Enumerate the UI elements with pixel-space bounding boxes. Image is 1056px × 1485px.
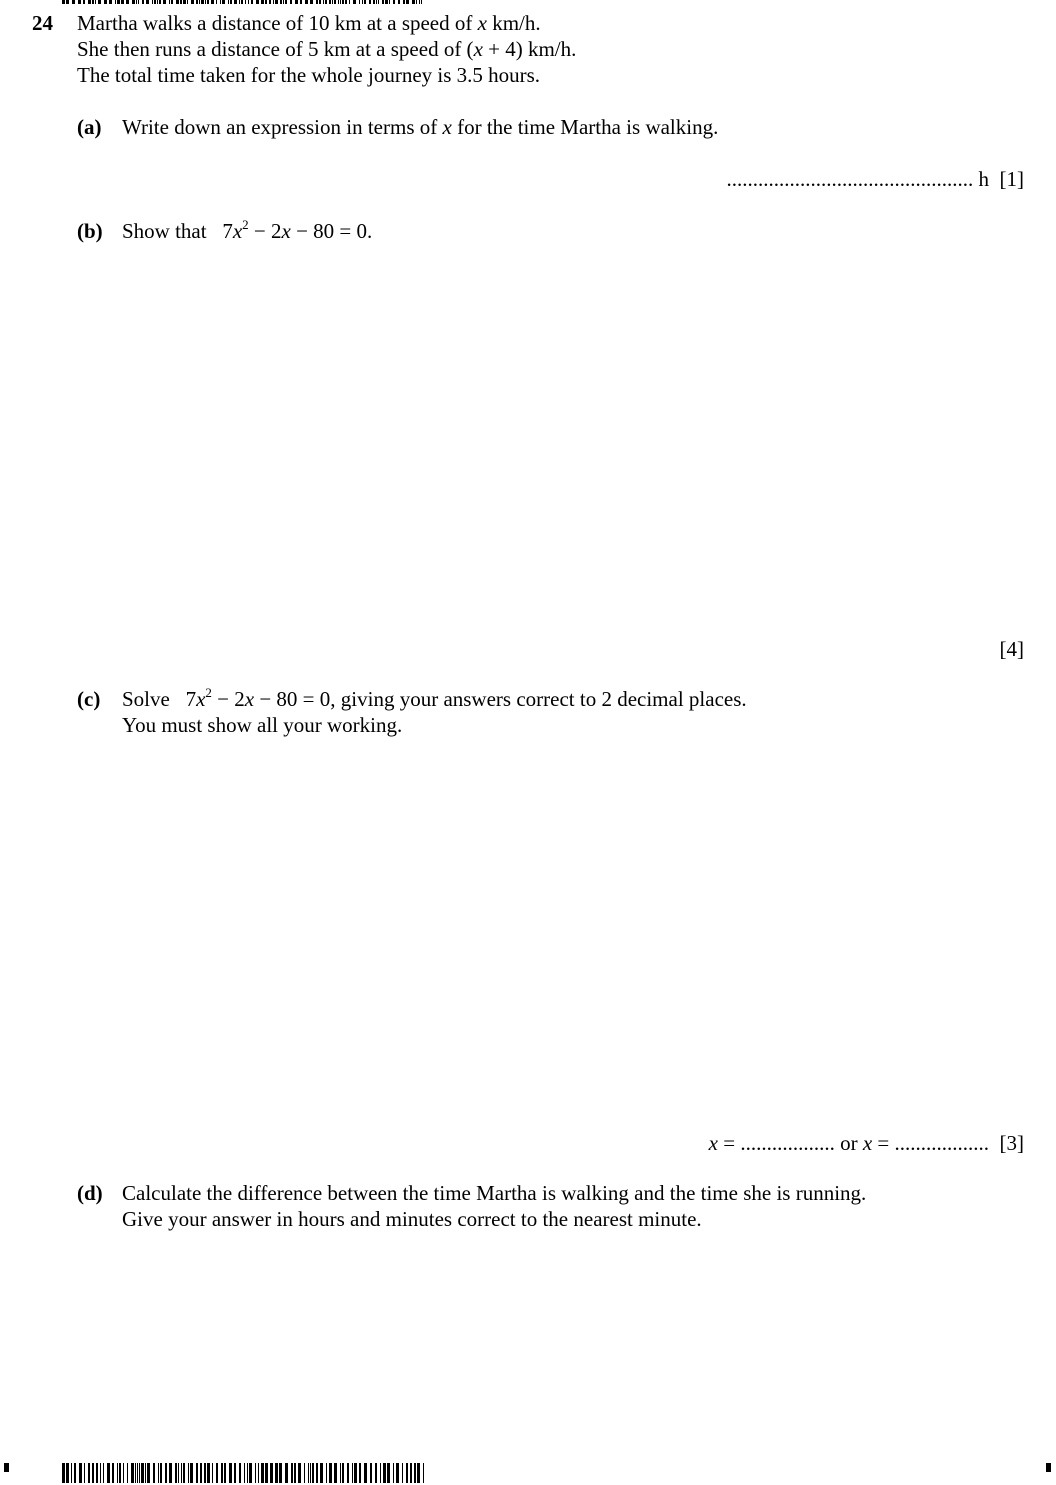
barcode-bar (295, 0, 298, 4)
barcode-bar (216, 0, 217, 4)
barcode-bar (169, 1463, 172, 1483)
part-c-equation (186, 687, 331, 711)
barcode-bar (92, 0, 94, 4)
barcode-bar (340, 0, 341, 4)
barcode-bar (207, 0, 209, 4)
barcode-bar (137, 1463, 138, 1483)
barcode-bar (72, 0, 75, 4)
left-registration-mark (4, 1463, 9, 1472)
part-c-line-2: You must show all your working. (122, 713, 403, 737)
barcode-bar (398, 0, 400, 4)
barcode-bar (212, 1463, 213, 1483)
part-c-answer-or: or (834, 1131, 863, 1155)
barcode-bar (234, 0, 237, 4)
part-d-line-2: Give your answer in hours and minutes correct to the nearest minute. (122, 1207, 702, 1231)
barcode-bar (265, 1463, 268, 1483)
part-c-answer-eq1: = (717, 1131, 741, 1155)
part-a-answer-line[interactable] (727, 166, 1025, 192)
barcode-bar (207, 1463, 210, 1483)
barcode-bar (74, 1463, 76, 1483)
part-c-text-post: , giving your answers correct to 2 decimal places. (330, 687, 747, 711)
barcode-bar (251, 0, 253, 4)
barcode-bar (183, 0, 186, 4)
barcode-bar (406, 0, 409, 4)
barcode-bar (115, 0, 116, 4)
barcode-bar (239, 0, 240, 4)
part-c-marks: [3] (999, 1131, 1024, 1155)
barcode-bar (403, 0, 405, 4)
barcode-bar (100, 1463, 101, 1483)
part-c-eq-exp: 2 (205, 685, 212, 700)
part-c-eq-var2: x (244, 687, 255, 711)
barcode-bar (383, 1463, 386, 1483)
part-a-text-post: for the time Martha is walking. (451, 115, 719, 139)
barcode-bar (393, 1463, 394, 1483)
part-b-eq-var2: x (281, 219, 291, 243)
barcode-bar (136, 0, 137, 4)
barcode-bar (353, 0, 356, 4)
part-a-answer-unit: h (978, 167, 989, 191)
barcode-bar (196, 0, 198, 4)
footer-barcode (62, 1463, 424, 1483)
barcode-bar (216, 1463, 218, 1483)
barcode-bar (316, 0, 318, 4)
barcode-bar (245, 0, 246, 4)
barcode-bar (319, 0, 321, 4)
barcode-bar (139, 1463, 140, 1483)
barcode-bar (145, 1463, 146, 1483)
barcode-bar (79, 1463, 82, 1483)
barcode-bar (62, 1463, 65, 1483)
barcode-bar (171, 0, 173, 4)
barcode-bar (92, 1463, 94, 1483)
barcode-bar (334, 1463, 337, 1483)
barcode-bar (95, 0, 96, 4)
intro-line-2-var: x (473, 37, 483, 61)
barcode-bar (329, 1463, 332, 1483)
barcode-bar (256, 0, 259, 4)
barcode-bar (181, 1463, 182, 1483)
part-c-answer-dots2[interactable]: .................. (894, 1131, 989, 1155)
barcode-bar (347, 1463, 349, 1483)
barcode-bar (334, 0, 336, 4)
barcode-bar (131, 1463, 134, 1483)
part-c-eq-coef: 7 (185, 687, 197, 711)
barcode-bar (190, 1463, 193, 1483)
barcode-bar (393, 0, 395, 4)
part-b-equation (222, 219, 372, 243)
barcode-bar (211, 0, 214, 4)
barcode-bar (320, 1463, 323, 1483)
part-c-answer-line[interactable] (709, 1130, 1024, 1156)
part-b-eq-var: x (232, 219, 243, 243)
barcode-bar (349, 0, 350, 4)
part-a-text (122, 114, 718, 140)
barcode-bar (416, 0, 417, 4)
part-a-answer-dots[interactable]: ............................................... (726, 167, 974, 191)
question-number: 24 (32, 11, 53, 35)
barcode-bar (159, 0, 161, 4)
barcode-bar (66, 0, 69, 4)
barcode-bar (376, 0, 377, 4)
barcode-bar (135, 1463, 136, 1483)
barcode-bar (406, 1463, 408, 1483)
barcode-bar (275, 1463, 278, 1483)
intro-line-1-pre: Martha walks a distance of 10 km at a speed of (77, 11, 478, 35)
intro-line-1-post: km/h. (486, 11, 541, 35)
part-a-text-pre: Write down an expression in terms of (122, 115, 443, 139)
part-a-label: (a) (77, 115, 102, 139)
barcode-bar (248, 0, 249, 4)
barcode-bar (117, 0, 120, 4)
barcode-bar (410, 1463, 412, 1483)
part-b-eq-mid: − 2 (248, 219, 282, 243)
barcode-bar (96, 1463, 98, 1483)
barcode-bar (103, 1463, 104, 1483)
barcode-bar (176, 0, 179, 4)
barcode-bar (160, 1463, 162, 1483)
part-c-answer-dots1[interactable]: .................. (740, 1131, 835, 1155)
barcode-bar (199, 0, 200, 4)
intro-line-3 (77, 62, 540, 88)
barcode-bar (112, 1463, 114, 1483)
part-a-var: x (442, 115, 452, 139)
barcode-bar (273, 0, 274, 4)
barcode-bar (421, 0, 422, 4)
barcode-bar (362, 0, 363, 4)
barcode-bar (222, 0, 225, 4)
barcode-bar (308, 1463, 309, 1483)
barcode-bar (123, 1463, 124, 1483)
barcode-bar (329, 0, 331, 4)
barcode-bar (88, 0, 91, 4)
barcode-bar (378, 0, 379, 4)
barcode-bar (373, 0, 375, 4)
barcode-bar (196, 1463, 198, 1483)
part-d-label: (d) (77, 1181, 103, 1205)
barcode-bar (201, 0, 204, 4)
barcode-bar (175, 1463, 177, 1483)
barcode-bar (389, 0, 390, 4)
barcode-bar (265, 0, 267, 4)
barcode-bar (187, 0, 188, 4)
barcode-bar (332, 0, 333, 4)
intro-line-3-text: The total time taken for the whole journey is 3.5 hours. (77, 63, 541, 87)
barcode-bar (417, 1463, 420, 1483)
barcode-bar (204, 1463, 206, 1483)
part-c-text (122, 686, 747, 715)
barcode-bar (387, 1463, 390, 1483)
barcode-bar (121, 0, 124, 4)
barcode-bar (354, 1463, 357, 1483)
barcode-bar (228, 0, 229, 4)
barcode-bar (132, 0, 135, 4)
barcode-bar (200, 1463, 202, 1483)
barcode-bar (83, 0, 85, 4)
part-a-marks: [1] (999, 167, 1024, 191)
barcode-bar (255, 1463, 256, 1483)
barcode-bar (323, 0, 324, 4)
barcode-bar (119, 1463, 121, 1483)
barcode-bar (375, 1463, 377, 1483)
part-b-eq-end: − 80 = 0. (290, 219, 373, 243)
barcode-bar (359, 1463, 361, 1483)
barcode-bar (98, 0, 101, 4)
barcode-bar (275, 0, 278, 4)
barcode-bar (154, 0, 156, 4)
barcode-bar (310, 0, 313, 4)
barcode-bar (71, 1463, 72, 1483)
part-d-line-1: Calculate the difference between the time Martha is walking and the time she is running. (122, 1181, 867, 1205)
barcode-bar (261, 1463, 264, 1483)
barcode-bar (402, 1463, 403, 1483)
barcode-bar (62, 0, 65, 4)
right-registration-mark (1046, 1463, 1051, 1472)
barcode-bar (414, 1463, 416, 1483)
barcode-bar (261, 0, 264, 4)
part-c-working-area[interactable] (122, 750, 1022, 1120)
barcode-bar (269, 0, 271, 4)
barcode-bar (147, 1463, 150, 1483)
barcode-bar (249, 1463, 252, 1483)
part-c-answer-eq2: = (872, 1131, 895, 1155)
barcode-bar (258, 1463, 259, 1483)
barcode-bar (352, 1463, 353, 1483)
barcode-bar (316, 1463, 318, 1483)
barcode-bar (153, 1463, 155, 1483)
barcode-bar (396, 1463, 399, 1483)
part-c-solve: Solve (122, 687, 170, 711)
barcode-bar (280, 0, 282, 4)
barcode-bar (229, 1463, 232, 1483)
barcode-bar (364, 1463, 367, 1483)
intro-line-2 (77, 36, 576, 62)
intro-line-1 (77, 10, 541, 36)
barcode-bar (84, 1463, 85, 1483)
barcode-bar (325, 0, 327, 4)
part-c-answer-var1: x (708, 1131, 718, 1155)
barcode-bar (285, 1463, 288, 1483)
barcode-bar (66, 1463, 69, 1483)
part-b-label: (b) (77, 219, 103, 243)
barcode-bar (298, 1463, 301, 1483)
part-b-marks: [4] (999, 637, 1024, 661)
part-d-working-area[interactable] (122, 1244, 1022, 1434)
barcode-bar (178, 1463, 179, 1483)
barcode-bar (152, 0, 153, 4)
barcode-bar (283, 0, 284, 4)
barcode-bar (138, 0, 139, 4)
top-barcode (62, 0, 424, 4)
barcode-bar (230, 0, 232, 4)
barcode-bar (310, 1463, 311, 1483)
barcode-bar (221, 1463, 223, 1483)
barcode-bar (169, 0, 170, 4)
barcode-bar (290, 0, 292, 4)
intro-line-1-var: x (477, 11, 487, 35)
part-b-text (122, 218, 372, 247)
barcode-bar (104, 0, 107, 4)
barcode-bar (294, 1463, 296, 1483)
barcode-bar (188, 1463, 189, 1483)
barcode-bar (370, 1463, 372, 1483)
part-c-eq-var: x (196, 687, 206, 711)
part-b-eq-exp: 2 (242, 217, 249, 232)
barcode-bar (338, 0, 339, 4)
barcode-bar (191, 0, 194, 4)
barcode-bar (291, 1463, 293, 1483)
intro-line-2-pre: She then runs a distance of 5 km at a speed of ( (77, 37, 474, 61)
barcode-bar (127, 1463, 128, 1483)
part-c-answer-var2: x (862, 1131, 873, 1155)
barcode-bar (109, 0, 112, 4)
barcode-bar (345, 0, 347, 4)
part-b-working-area[interactable] (122, 260, 1022, 630)
barcode-bar (117, 1463, 118, 1483)
barcode-bar (158, 1463, 159, 1483)
barcode-bar (326, 1463, 327, 1483)
barcode-bar (285, 0, 287, 4)
barcode-bar (419, 0, 420, 4)
barcode-bar (380, 1463, 381, 1483)
barcode-bar (342, 1463, 344, 1483)
barcode-bar (342, 0, 344, 4)
part-b-show-that: Show that (122, 219, 207, 243)
part-c-label: (c) (77, 687, 101, 711)
barcode-bar (146, 0, 149, 4)
barcode-bar (247, 1463, 248, 1483)
barcode-bar (205, 0, 206, 4)
barcode-bar (423, 1463, 424, 1483)
barcode-bar (107, 1463, 110, 1483)
barcode-bar (180, 0, 182, 4)
barcode-bar (234, 1463, 236, 1483)
barcode-bar (340, 1463, 341, 1483)
barcode-bar (382, 0, 384, 4)
barcode-bar (141, 1463, 144, 1483)
barcode-bar (88, 1463, 90, 1483)
part-c-eq-mid: − 2 (211, 687, 245, 711)
barcode-bar (412, 0, 415, 4)
barcode-bar (270, 1463, 273, 1483)
barcode-bar (126, 0, 129, 4)
barcode-bar (165, 1463, 167, 1483)
barcode-bar (244, 1463, 245, 1483)
barcode-bar (364, 0, 366, 4)
barcode-bar (369, 0, 371, 4)
barcode-bar (239, 1463, 241, 1483)
barcode-bar (305, 0, 308, 4)
barcode-bar (157, 0, 158, 4)
barcode-bar (224, 1463, 226, 1483)
barcode-bar (183, 1463, 185, 1483)
barcode-bar (279, 1463, 282, 1483)
barcode-bar (142, 0, 144, 4)
barcode-bar (300, 0, 302, 4)
barcode-bar (359, 0, 360, 4)
barcode-bar (78, 0, 81, 4)
barcode-bar (304, 1463, 305, 1483)
part-b-eq-coef: 7 (222, 219, 233, 243)
barcode-bar (385, 0, 388, 4)
barcode-bar (312, 1463, 314, 1483)
intro-line-2-post: + 4) km/h. (482, 37, 577, 61)
part-c-eq-end: − 80 = 0 (254, 687, 331, 711)
barcode-bar (220, 0, 221, 4)
barcode-bar (241, 0, 243, 4)
barcode-bar (163, 0, 166, 4)
